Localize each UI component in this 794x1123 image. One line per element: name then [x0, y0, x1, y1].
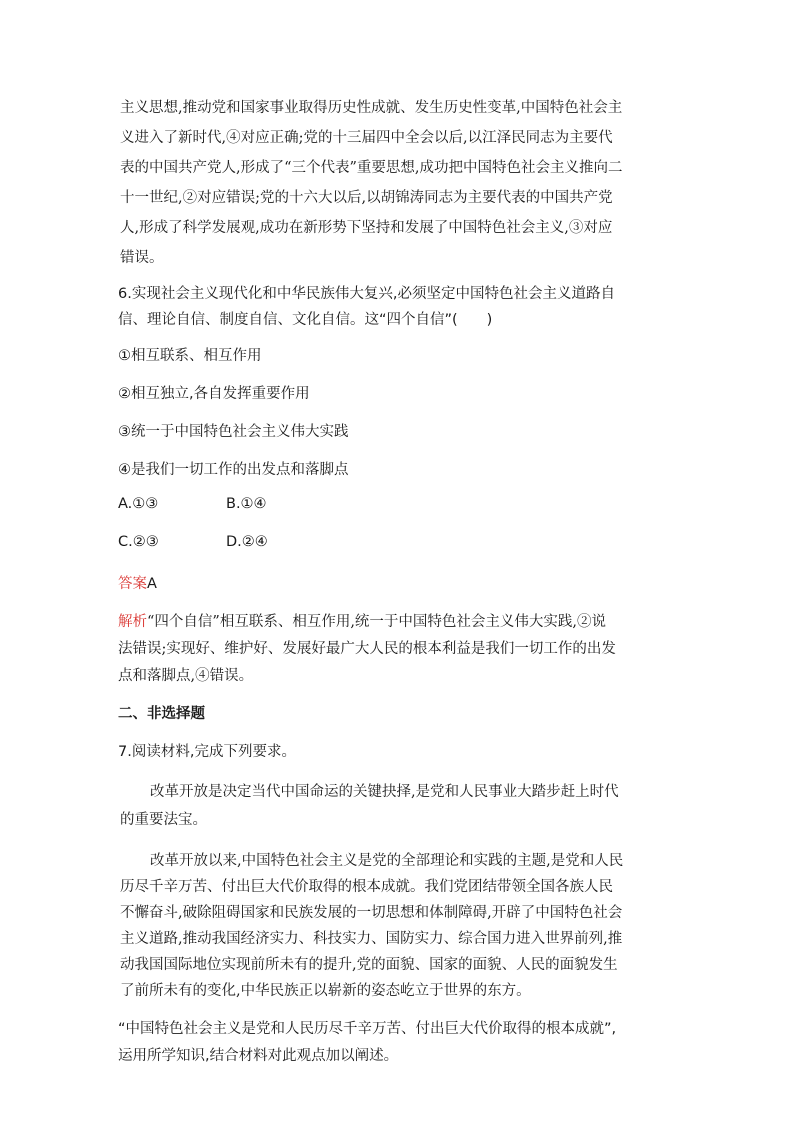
- answer-label: 答案: [118, 576, 147, 592]
- material-line: 了前所未有的变化,中华民族正以崭新的姿态屹立于世界的东方。: [120, 983, 531, 999]
- material-line: 不懈奋斗,破除阻碍国家和民族发展的一切思想和体制障碍,开辟了中国特色社会: [120, 905, 623, 921]
- option-b: B.①④: [226, 496, 267, 512]
- analysis-line: [118, 610, 606, 631]
- answer-line: [118, 572, 157, 593]
- text-line: 表的中国共产党人,形成了“三个代表”重要思想,成功把中国特色社会主义推向二: [120, 160, 623, 176]
- analysis-line: 法错误;实现好、维护好、发展好最广大人民的根本利益是我们一切工作的出发: [118, 641, 616, 657]
- statement-item: ①相互联系、相互作用: [118, 348, 262, 364]
- text-line: 错误。: [120, 250, 164, 266]
- text-line: 人,形成了科学发展观,成功在新形势下坚持和发展了中国特色社会主义,③对应: [120, 220, 613, 236]
- material-line: 主义道路,推动我国经济实力、科技实力、国防实力、综合国力进入世界前列,推: [120, 931, 623, 947]
- material-line: 改革开放以来,中国特色社会主义是党的全部理论和实践的主题,是党和人民: [150, 853, 624, 869]
- statement-item: ③统一于中国特色社会主义伟大实践: [118, 424, 349, 440]
- material-line: 的重要法宝。: [120, 812, 207, 828]
- question-stem-line: 信、理论自信、制度自信、文化自信。这“四个自信”( ): [118, 312, 493, 328]
- material-line: 动我国国际地位实现前所未有的提升,党的面貌、国家的面貌、人民的面貌发生: [120, 957, 618, 973]
- question-stem-line: 6.实现社会主义现代化和中华民族伟大复兴,必须坚定中国特色社会主义道路自: [118, 286, 615, 302]
- requirement-line: “中国特色社会主义是党和人民历尽千辛万苦、付出巨大代价取得的根本成就”,: [118, 1021, 617, 1037]
- text-line: 十一世纪,②对应错误;党的十六大以后,以胡锦涛同志为主要代表的中国共产党: [120, 190, 613, 206]
- section-heading: 二、非选择题: [118, 706, 205, 722]
- statement-item: ②相互独立,各自发挥重要作用: [118, 386, 310, 402]
- text-line: 义进入了新时代,④对应正确;党的十三届四中全会以后,以江泽民同志为主要代: [120, 130, 613, 146]
- question-stem: 7.阅读材料,完成下列要求。: [118, 744, 296, 760]
- requirement-line: 运用所学知识,结合材料对此观点加以阐述。: [118, 1048, 399, 1064]
- material-line: 历尽千辛万苦、付出巨大代价取得的根本成就。我们党团结带领全国各族人民: [120, 879, 613, 895]
- analysis-line: 点和落脚点,④错误。: [118, 668, 254, 684]
- option-d: D.②④: [226, 534, 268, 550]
- analysis-label: 解析: [118, 614, 147, 630]
- option-a: A.①③: [118, 496, 159, 512]
- statement-item: ④是我们一切工作的出发点和落脚点: [118, 462, 349, 478]
- material-line: 改革开放是决定当代中国命运的关键抉择,是党和人民事业大踏步赶上时代: [150, 784, 619, 800]
- analysis-text: “四个自信”相互联系、相互作用,统一于中国特色社会主义伟大实践,②说: [147, 614, 607, 630]
- text-line: 主义思想,推动党和国家事业取得历史性成就、发生历史性变革,中国特色社会主: [120, 100, 623, 116]
- option-c: C.②③: [118, 534, 159, 550]
- answer-value: A: [147, 576, 157, 592]
